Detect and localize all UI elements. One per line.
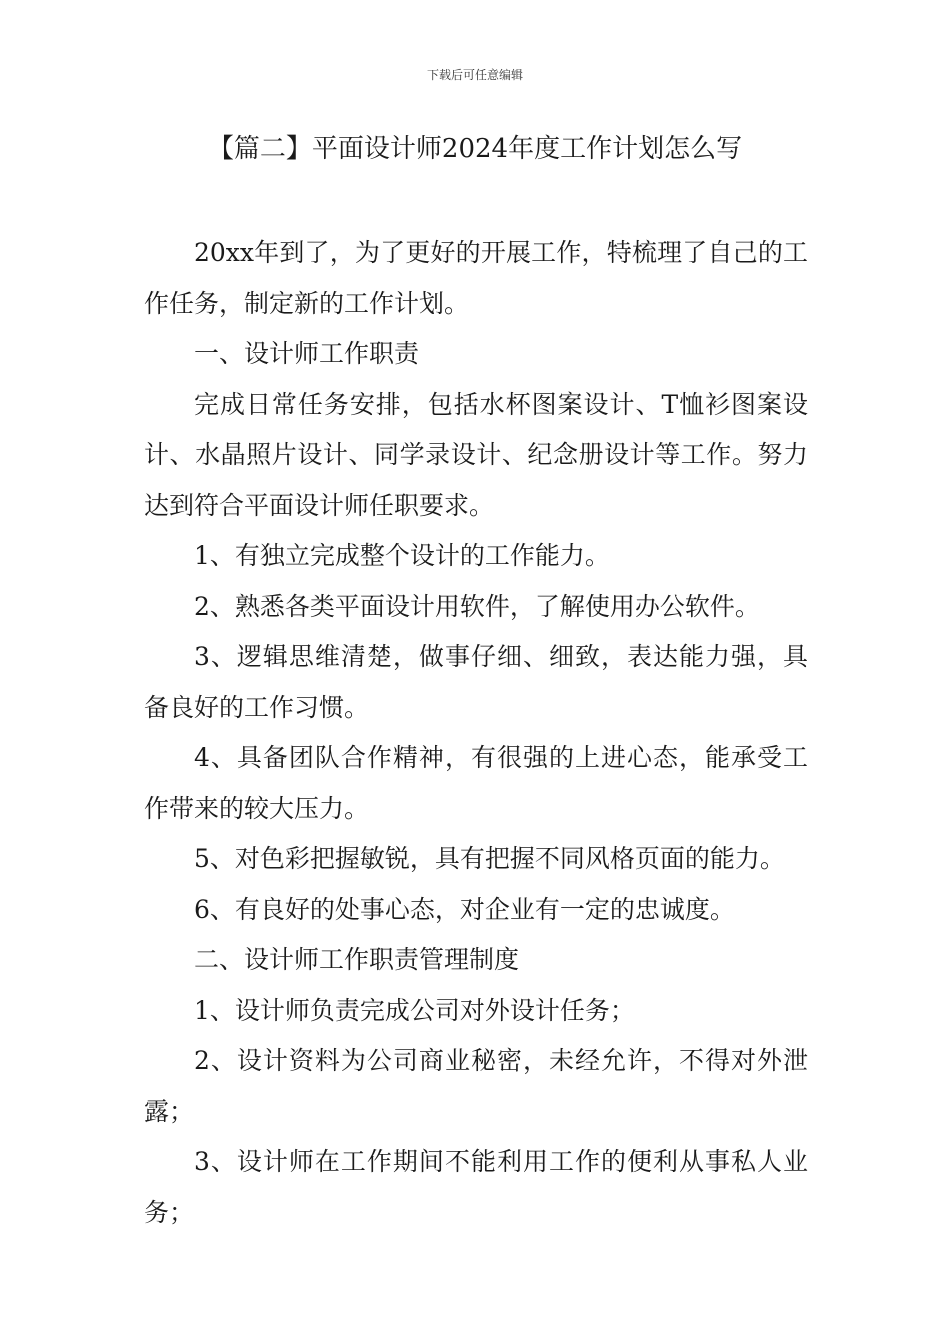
list-item: 4、具备团队合作精神，有很强的上进心态，能承受工作带来的较大压力。 xyxy=(144,743,808,823)
list-item: 5、对色彩把握敏锐，具有把握不同风格页面的能力。 xyxy=(194,844,785,873)
list-item: 1、有独立完成整个设计的工作能力。 xyxy=(194,541,610,570)
section-heading-1: 一、设计师工作职责 xyxy=(194,339,420,368)
paragraph-duties: 完成日常任务安排，包括水杯图案设计、T恤衫图案设计、水晶照片设计、同学录设计、纪念册设计等工作。努力达到符合平面设计师任职要求。 xyxy=(144,389,808,520)
list-item: 3、逻辑思维清楚，做事仔细、细致，表达能力强，具备良好的工作习惯。 xyxy=(144,642,808,722)
list-item: 1、设计师负责完成公司对外设计任务； xyxy=(194,995,635,1025)
document-title: 【篇二】平面设计师2024年度工作计划怎么写 xyxy=(207,134,743,164)
list-item: 6、有良好的处事心态，对企业有一定的忠诚度。 xyxy=(194,894,735,924)
paragraph-intro: 20xx年到了，为了更好的开展工作，特梳理了自己的工作任务，制定新的工作计划。 xyxy=(144,238,808,318)
section-heading-2: 二、设计师工作职责管理制度 xyxy=(194,945,520,974)
document-body xyxy=(144,228,808,1238)
header-note: 下载后可任意编辑 xyxy=(426,68,523,82)
list-item: 3、设计师在工作期间不能利用工作的便利从事私人业务； xyxy=(144,1147,808,1227)
list-item: 2、设计资料为公司商业秘密，未经允许，不得对外泄露； xyxy=(144,1046,808,1126)
list-item: 2、熟悉各类平面设计用软件，了解使用办公软件。 xyxy=(194,591,760,621)
